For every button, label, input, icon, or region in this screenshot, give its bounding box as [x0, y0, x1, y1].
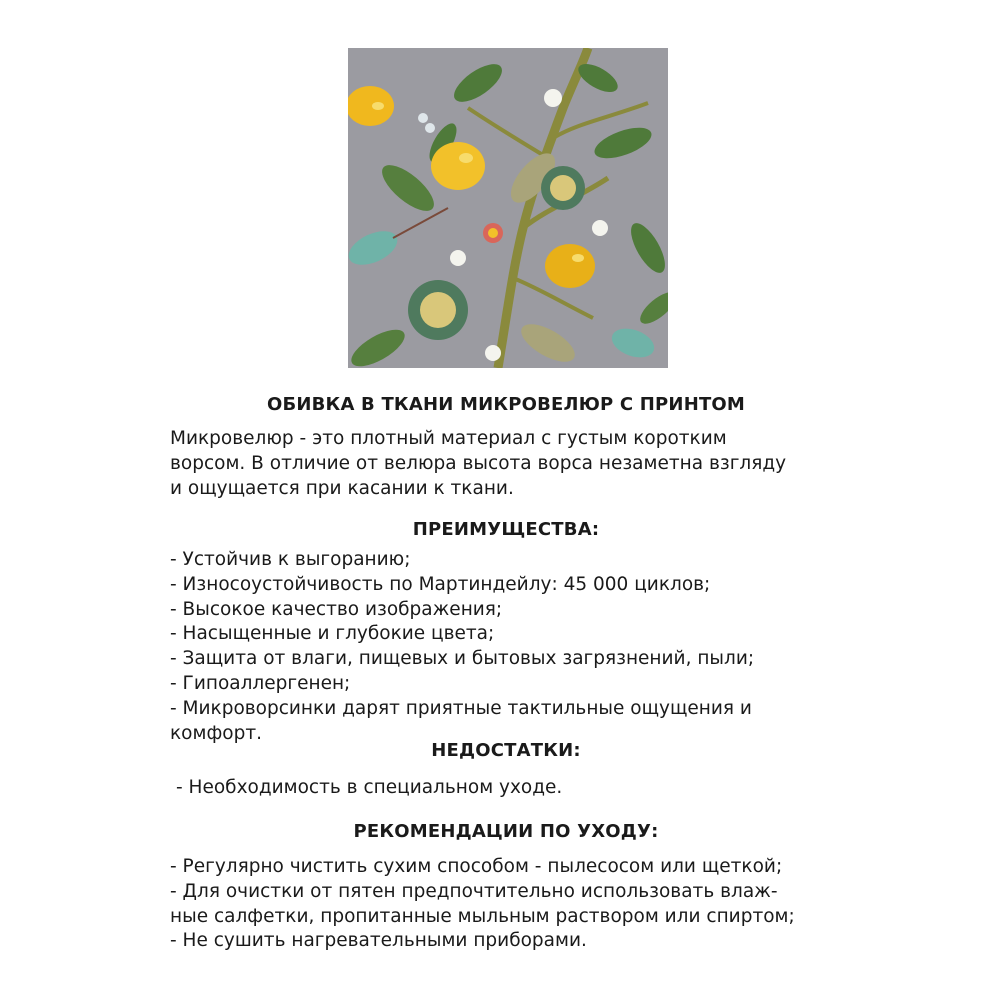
disadvantages-heading: НЕДОСТАТКИ: — [431, 740, 581, 761]
list-item: - Износоустойчивость по Мартиндейлу: 45 000 циклов; — [170, 573, 711, 595]
list-item: - Гипоаллергенен; — [170, 672, 351, 694]
botanical-print-image — [348, 48, 668, 368]
disadvantages-list — [176, 776, 876, 801]
list-item: - Для очистки от пятен предпочтительно использовать влаж- ные салфетки, пропитанные мыльным раствором или спиртом; — [170, 880, 795, 927]
intro-paragraph: Микровелюр - это плотный материал с густым коротким ворсом. В отличие от велюра высота ворса незаметна взгляду и ощущается при касании к ткани. — [170, 428, 787, 499]
list-item: - Защита от влаги, пищевых и бытовых загрязнений, пыли; — [170, 648, 755, 670]
advantages-list — [170, 548, 870, 746]
list-item: - Насыщенные и глубокие цвета; — [170, 623, 495, 645]
list-item: - Не сушить нагревательными приборами. — [170, 930, 587, 952]
list-item: - Необходимость в специальном уходе. — [176, 777, 563, 798]
advantages-heading: ПРЕИМУЩЕСТВА: — [412, 519, 600, 540]
list-item: - Устойчив к выгоранию; — [170, 549, 411, 570]
list-item: - Микроворсинки дарят приятные тактильные ощущения и комфорт. — [170, 697, 752, 744]
care-heading: РЕКОМЕНДАЦИИ ПО УХОДУ: — [353, 821, 659, 842]
page-title: ОБИВКА В ТКАНИ МИКРОВЕЛЮР С ПРИНТОМ — [266, 394, 746, 415]
care-list — [170, 855, 870, 954]
list-item: - Регулярно чистить сухим способом - пылесосом или щеткой; — [170, 856, 783, 877]
fabric-print-swatch — [348, 48, 668, 368]
list-item: - Высокое качество изображения; — [170, 598, 503, 620]
